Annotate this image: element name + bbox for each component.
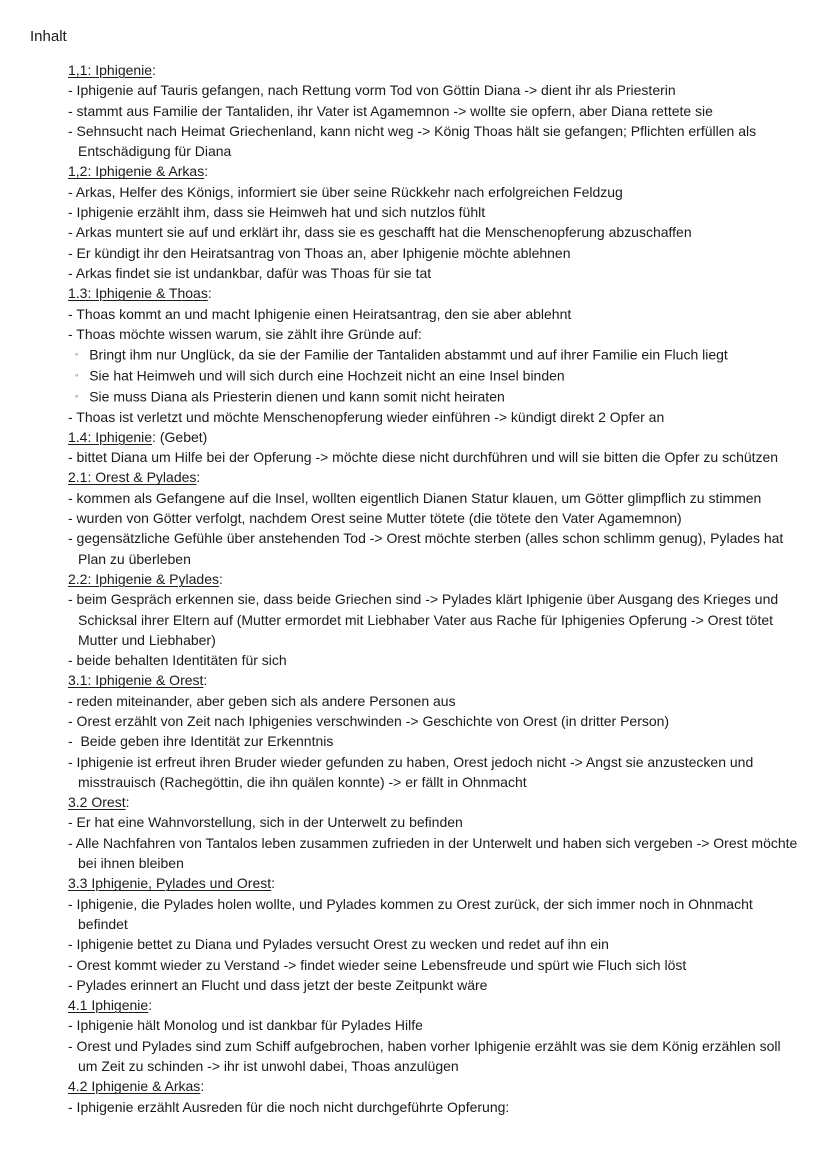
section-heading-text: 1,1: Iphigenie <box>68 62 153 78</box>
list-item: - gegensätzliche Gefühle über anstehenden Tod -> Orest möchte sterben (alles schon schlimm genug), Pylades hat Plan zu überleben <box>68 530 788 567</box>
circle-bullet-icon: ◦ <box>75 390 79 401</box>
document-content <box>68 60 802 1117</box>
section <box>68 873 798 995</box>
list-item: - Sehnsucht nach Heimat Griechenland, kann nicht weg -> König Thoas hält sie gefangen; Pflichten erfüllen als Entschädigung für Diana <box>68 122 760 160</box>
list-item: - Thoas kommt an und macht Iphigenie einen Heiratsantrag, den sie aber ablehnt <box>68 305 572 322</box>
list-item: - Thoas möchte wissen warum, sie zählt ihre Gründe auf: <box>68 325 422 342</box>
section <box>68 792 802 873</box>
list-item: - Iphigenie, die Pylades holen wollte, und Pylades kommen zu Orest zurück, der sich immer noch in Ohnmacht befindet <box>68 895 757 932</box>
list-item: - Iphigenie hält Monolog und ist dankbar für Pylades Hilfe <box>68 1017 423 1034</box>
sub-list-item <box>68 344 798 365</box>
section-heading <box>68 161 798 181</box>
list-item: - Iphigenie erzählt Ausreden für die noch nicht durchgeführte Opferung: <box>68 1098 510 1115</box>
list-item: - wurden von Götter verfolgt, nachdem Orest seine Mutter tötete (die tötete den Vater Agamemnon) <box>68 510 682 527</box>
list-item: - Arkas, Helfer des Königs, informiert sie über seine Rückkehr nach erfolgreichen Feldzug <box>68 183 623 200</box>
list-item: - Beide geben ihre Identität zur Erkenntnis <box>68 733 334 750</box>
list-item: - Iphigenie ist erfreut ihren Bruder wieder gefunden zu haben, Orest jedoch nicht -> Angst sie anzustecken und misstrauisch (Rachegöttin, die ihn quälen konnte) -> er fällt in Ohnmacht <box>68 753 758 790</box>
list-item: - Pylades erinnert an Flucht und dass jetzt der beste Zeitpunkt wäre <box>68 976 488 993</box>
section-heading-suffix: : <box>196 469 201 486</box>
section-heading <box>68 467 798 487</box>
list-item: - reden miteinander, aber geben sich als andere Personen aus <box>68 692 456 709</box>
circle-bullet-icon: ◦ <box>75 369 79 380</box>
section-heading-suffix: : <box>203 672 208 689</box>
list-item: - Arkas findet sie ist undankbar, dafür was Thoas für sie tat <box>68 264 432 281</box>
section-heading-text: 4.2 Iphigenie & Arkas <box>68 1078 201 1095</box>
sub-list-item-text: Sie muss Diana als Priesterin dienen und kann somit nicht heiraten <box>89 388 505 405</box>
section <box>68 1076 798 1117</box>
section-heading-text: 1.4: Iphigenie <box>68 428 153 445</box>
section <box>68 995 798 1076</box>
section <box>68 161 798 283</box>
section-heading <box>68 995 798 1015</box>
section-heading-suffix: : <box>271 875 276 892</box>
section-heading-suffix: : (Gebet) <box>152 428 208 445</box>
list-item: - kommen als Gefangene auf die Insel, wollten eigentlich Dianen Statur klauen, um Götter glimpflich zu stimmen <box>68 489 762 506</box>
section <box>68 467 798 568</box>
section-heading <box>68 569 798 589</box>
list-item: - beide behalten Identitäten für sich <box>68 652 287 669</box>
section-heading-text: 3.2 Orest <box>68 794 126 811</box>
list-item: - Iphigenie auf Tauris gefangen, nach Rettung vorm Tod von Göttin Diana -> dient ihr als Priesterin <box>68 82 676 99</box>
list-item: - Orest und Pylades sind zum Schiff aufgebrochen, haben vorher Iphigenie erzählt was sie dem König erzählen soll um Zeit zu schinden -> ihr ist unwohl dabei, Thoas anzulügen <box>68 1037 785 1075</box>
list-item: - Thoas ist verletzt und möchte Menschenopferung wieder einführen -> kündigt direkt 2 Opfer an <box>68 408 665 425</box>
list-item: - stammt aus Familie der Tantaliden, ihr Vater ist Agamemnon -> wollte sie opfern, aber Diana rettete sie <box>68 102 713 119</box>
section-heading-text: 1,2: Iphigenie & Arkas <box>68 163 205 180</box>
section-heading-text: 2.1: Orest & Pylades <box>68 469 197 486</box>
section-heading-suffix: : <box>207 285 212 302</box>
section-heading-text: 3.1: Iphigenie & Orest <box>68 672 204 689</box>
section-heading-suffix: : <box>219 570 223 587</box>
list-item: - Arkas muntert sie auf und erklärt ihr, dass sie es geschafft hat die Menschenopferung abzuschaffen <box>68 224 692 241</box>
list-item: - bittet Diana um Hilfe bei der Opferung -> möchte diese nicht durchführen und will sie bitten die Opfer zu schützen <box>68 449 779 466</box>
section <box>68 427 798 468</box>
section-heading-suffix: : <box>125 794 130 811</box>
section-heading <box>68 283 798 303</box>
list-item: - Er kündigt ihr den Heiratsantrag von Thoas an, aber Iphigenie möchte ablehnen <box>68 244 571 261</box>
section-heading-suffix: : <box>204 163 209 180</box>
section-heading-text: 3.3 Iphigenie, Pylades und Orest <box>68 875 272 892</box>
section-heading-suffix: : <box>152 62 156 78</box>
section-heading <box>68 60 798 80</box>
page-title: Inhalt <box>30 28 67 45</box>
section-heading <box>68 1076 798 1096</box>
list-item: - beim Gespräch erkennen sie, dass beide Griechen sind -> Pylades klärt Iphigenie über Ausgang des Krieges und Schicksal ihrer Eltern auf (Mutter ermordet mit Liebhaber Vater aus Rache für Iphigenies Opferung -> Orest tötet Mutter und Liebhaber) <box>68 591 783 648</box>
section-heading-text: 1.3: Iphigenie & Thoas <box>68 285 208 302</box>
section-heading <box>68 792 798 812</box>
section-heading <box>68 427 798 447</box>
sub-list-item-text: Bringt ihm nur Unglück, da sie der Familie der Tantaliden abstammt und auf ihrer Familie ein Fluch liegt <box>89 346 728 363</box>
sub-list-item <box>68 386 798 407</box>
section <box>68 283 798 427</box>
section-heading-suffix: : <box>148 997 153 1014</box>
sub-list-item-text: Sie hat Heimweh und will sich durch eine Hochzeit nicht an eine Insel binden <box>89 367 565 384</box>
list-item: - Iphigenie erzählt ihm, dass sie Heimweh hat und sich nutzlos fühlt <box>68 204 486 221</box>
section-heading <box>68 873 798 893</box>
section-heading-suffix: : <box>200 1078 205 1095</box>
section-heading-text: 4.1 Iphigenie <box>68 997 149 1014</box>
list-item: - Alle Nachfahren von Tantalos leben zusammen zufrieden in der Unterwelt und haben sich vergeben -> Orest möchte bei ihnen bleiben <box>68 834 802 872</box>
section <box>68 60 798 161</box>
list-item: - Iphigenie bettet zu Diana und Pylades versucht Orest zu wecken und redet auf ihn ein <box>68 936 609 953</box>
section-heading-text: 2.2: Iphigenie & Pylades <box>68 570 219 587</box>
section-heading <box>68 670 798 690</box>
list-item: - Er hat eine Wahnvorstellung, sich in der Unterwelt zu befinden <box>68 814 463 831</box>
section <box>68 670 798 792</box>
list-item: - Orest kommt wieder zu Verstand -> findet wieder seine Lebensfreude und spürt wie Fluch sich löst <box>68 956 687 973</box>
section <box>68 569 798 670</box>
sub-list-item <box>68 365 798 386</box>
list-item: - Orest erzählt von Zeit nach Iphigenies verschwinden -> Geschichte von Orest (in dritter Person) <box>68 713 670 729</box>
circle-bullet-icon: ◦ <box>75 349 79 360</box>
